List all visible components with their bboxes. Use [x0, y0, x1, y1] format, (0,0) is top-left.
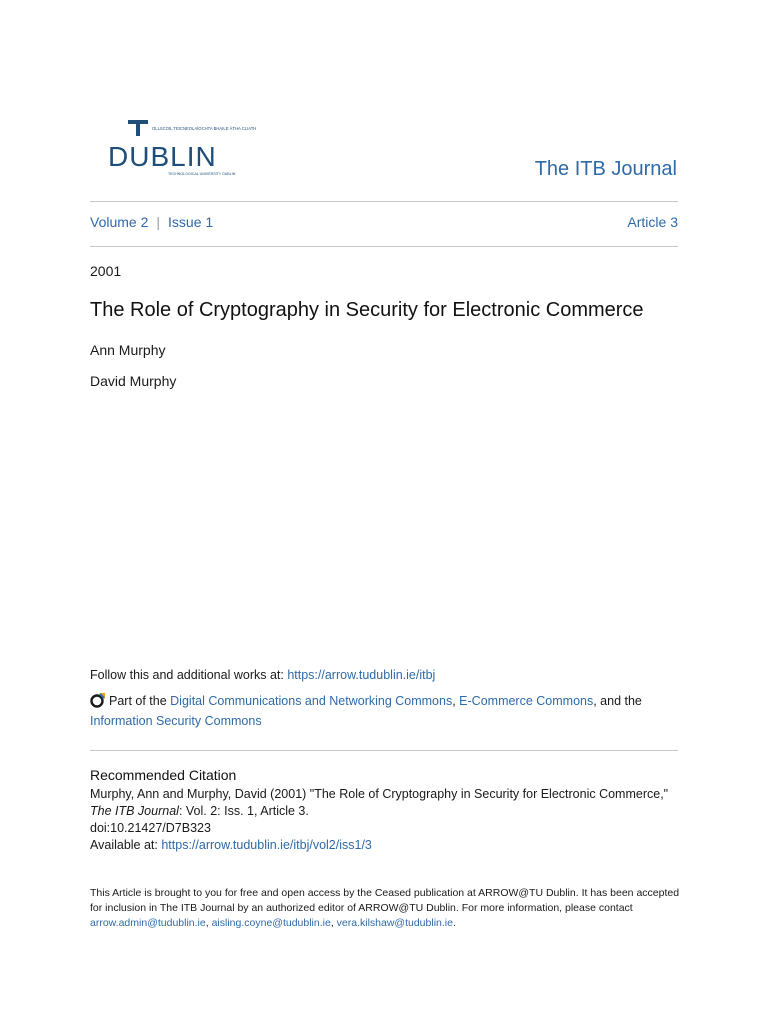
available-link[interactable]: https://arrow.tudublin.ie/itbj/vol2/iss1/3 [161, 838, 372, 852]
commons-link-information-security[interactable]: Information Security Commons [90, 714, 262, 728]
available-label: Available at: [90, 838, 162, 852]
commons-link-digital-communications[interactable]: Digital Communications and Networking Commons [170, 694, 453, 708]
issue-link[interactable]: Issue 1 [168, 214, 214, 230]
part-of-commons [90, 691, 678, 731]
email-separator: , [205, 917, 212, 929]
svg-text:DUBLIN: DUBLIN [108, 141, 217, 172]
citation-line: Murphy, Ann and Murphy, David (2001) "The Role of Cryptography in Security for Electronic Commerce," [90, 787, 669, 801]
commons-link-e-commerce[interactable]: E-Commerce Commons [459, 694, 594, 708]
meta-separator: | [156, 214, 161, 230]
citation-doi: doi:10.21427/D7B323 [90, 821, 211, 835]
article-link[interactable]: Article 3 [627, 214, 678, 230]
citation-line [90, 803, 690, 820]
follow-link[interactable]: https://arrow.tudublin.ie/itbj [287, 668, 436, 682]
meta-divider [90, 246, 678, 247]
contact-email-link[interactable]: vera.kilshaw@tudublin.ie [336, 917, 453, 929]
recommended-citation-body [90, 786, 690, 854]
access-notice [90, 886, 690, 931]
journal-title-link[interactable]: The ITB Journal [534, 158, 677, 180]
author-name: David Murphy [90, 373, 177, 389]
open-access-icon [90, 692, 106, 708]
citation-volume-info: : Vol. 2: Iss. 1, Article 3. [178, 804, 309, 818]
svg-text:TECHNOLOGICAL UNIVERSITY DUBLI: TECHNOLOGICAL UNIVERSITY DUBLIN [168, 172, 236, 176]
citation-journal: The ITB Journal [90, 804, 179, 818]
issue-meta-row [90, 214, 678, 230]
header-divider [90, 201, 678, 202]
citation-divider [90, 750, 678, 751]
part-of-separator: , [452, 694, 460, 708]
part-of-prefix: Part of the [109, 694, 171, 708]
volume-link[interactable]: Volume 2 [90, 214, 149, 230]
email-separator: , [330, 917, 337, 929]
publication-year: 2001 [90, 263, 122, 279]
author-name: Ann Murphy [90, 342, 166, 358]
svg-text:OLLSCOIL TEICNEOLAÍOCHTA BHAIL: OLLSCOIL TEICNEOLAÍOCHTA BHAILE ÁTHA CLIATH [152, 126, 257, 131]
tu-dublin-logo [90, 118, 257, 182]
tu-dublin-logo-graphic [90, 118, 257, 182]
article-title: The Role of Cryptography in Security for Electronic Commerce [90, 299, 644, 321]
access-notice-end: . [452, 917, 456, 929]
access-notice-text: This Article is brought to you for free and open access by the Ceased publication at ARROW@TU Dublin. It has been accepted for inclusion in The ITB Journal by an authorized editor of ARROW@TU Dublin. For more information, please contact [90, 887, 680, 914]
part-of-separator: , and the [593, 694, 642, 708]
citation-available [90, 837, 690, 854]
contact-email-link[interactable]: aisling.coyne@tudublin.ie [211, 917, 331, 929]
contact-email-link[interactable]: arrow.admin@tudublin.ie [90, 917, 206, 929]
follow-line [90, 668, 435, 682]
follow-label: Follow this and additional works at: [90, 668, 288, 682]
recommended-citation-heading: Recommended Citation [90, 767, 237, 783]
